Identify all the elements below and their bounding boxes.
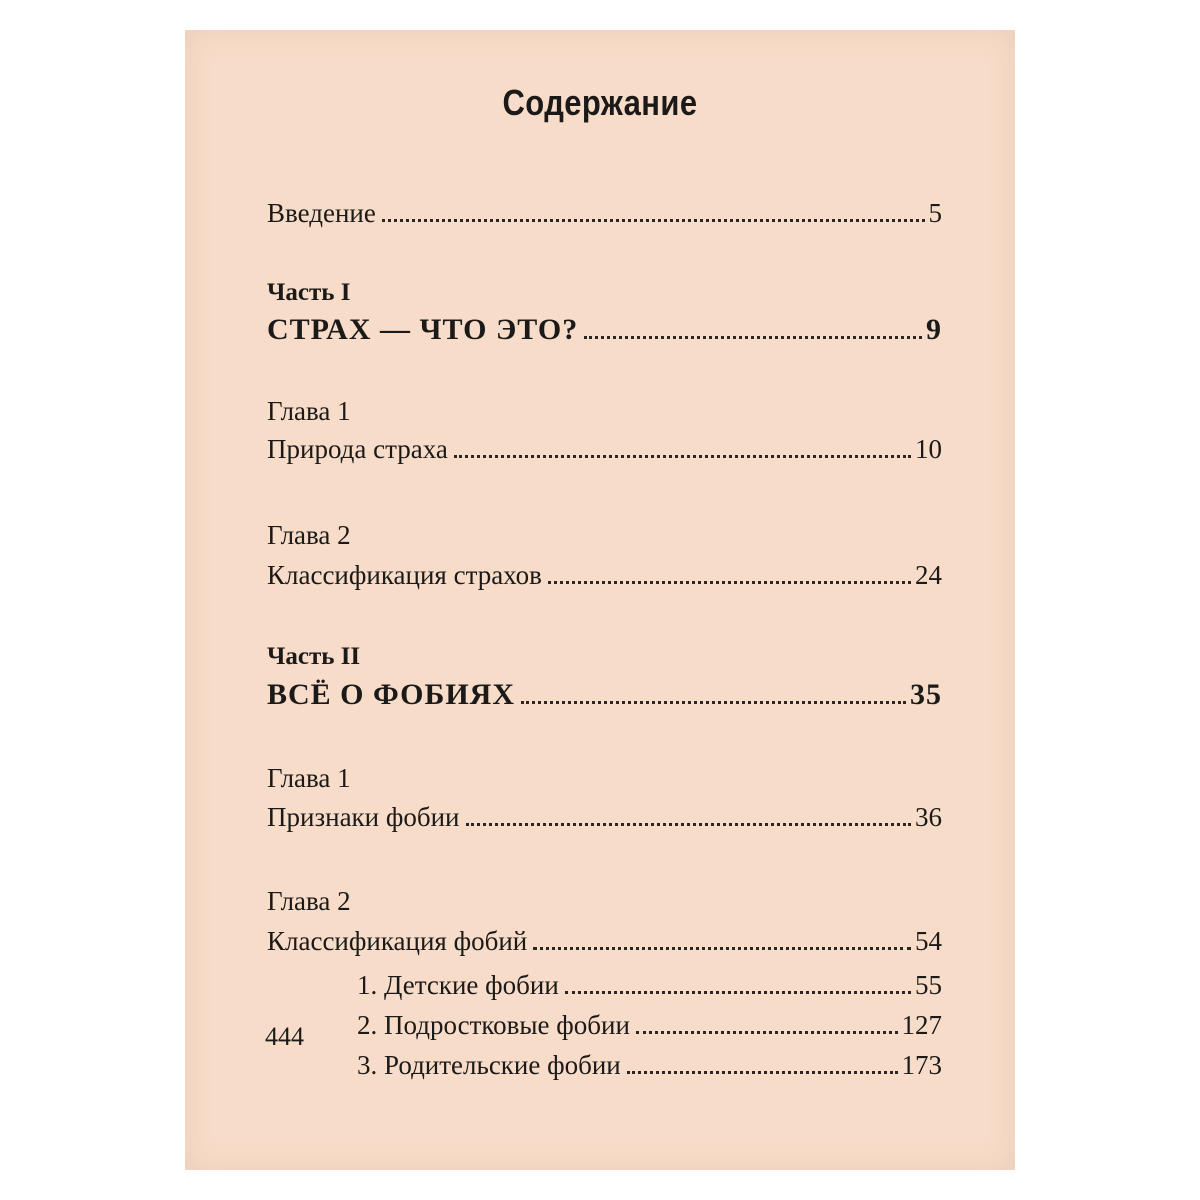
- dot-leader: [584, 336, 922, 339]
- toc-entry-title: Природа страха: [267, 434, 448, 464]
- toc-part-2: [267, 680, 942, 710]
- toc-entry-title: Признаки фобии: [267, 802, 460, 832]
- dot-leader: [636, 1031, 898, 1034]
- part-label: Часть II: [267, 643, 361, 670]
- dot-leader: [466, 823, 912, 826]
- dot-leader: [454, 455, 911, 458]
- toc-chapter: [267, 562, 942, 589]
- dot-leader: [382, 219, 925, 222]
- toc-entry-title: Введение: [267, 198, 376, 228]
- toc-subsection: [357, 1012, 942, 1039]
- part-label: Часть I: [267, 279, 351, 306]
- page-title: Содержание: [502, 82, 698, 123]
- toc-entry-title: 3. Родительские фобии: [357, 1050, 621, 1080]
- toc-entry-page: 24: [915, 560, 942, 590]
- toc-entry-page: 35: [910, 678, 942, 711]
- toc-entry-title: 1. Детские фобии: [357, 970, 559, 1000]
- toc-entry-page: 36: [915, 802, 942, 832]
- toc-entry-title: Классификация фобий: [267, 926, 528, 956]
- chapter-label: Глава 2: [267, 520, 351, 550]
- chapter-label: Глава 1: [267, 763, 351, 793]
- toc-entry-page: 55: [915, 970, 942, 1000]
- chapter-label: Глава 1: [267, 396, 351, 426]
- dot-leader: [548, 581, 911, 584]
- dot-leader: [565, 991, 911, 994]
- part-title: ВСЁ О ФОБИЯХ: [267, 678, 515, 711]
- toc-chapter: [267, 928, 942, 955]
- toc-entry-page: 5: [928, 198, 942, 228]
- toc-subsection: [357, 1052, 942, 1079]
- toc-entry-page: 10: [915, 434, 942, 464]
- toc-entry-title: 2. Подростковые фобии: [357, 1010, 630, 1040]
- toc-entry-title: Классификация страхов: [267, 560, 542, 590]
- dot-leader: [533, 947, 911, 950]
- page-number: 444: [265, 1022, 304, 1051]
- toc-entry-page: 54: [915, 926, 942, 956]
- toc-subsection: [357, 972, 942, 999]
- part-title: СТРАХ — ЧТО ЭТО?: [267, 313, 579, 346]
- toc-chapter: [267, 804, 942, 831]
- toc-chapter: [267, 436, 942, 463]
- toc-entry-page: 9: [926, 313, 942, 346]
- chapter-label: Глава 2: [267, 886, 351, 916]
- dot-leader: [521, 701, 906, 704]
- toc-part-1: [267, 315, 942, 345]
- book-page: [185, 30, 1015, 1170]
- dot-leader: [627, 1071, 898, 1074]
- toc-entry-intro: [267, 200, 942, 227]
- toc-entry-page: 127: [901, 1010, 942, 1040]
- toc-entry-page: 173: [901, 1050, 942, 1080]
